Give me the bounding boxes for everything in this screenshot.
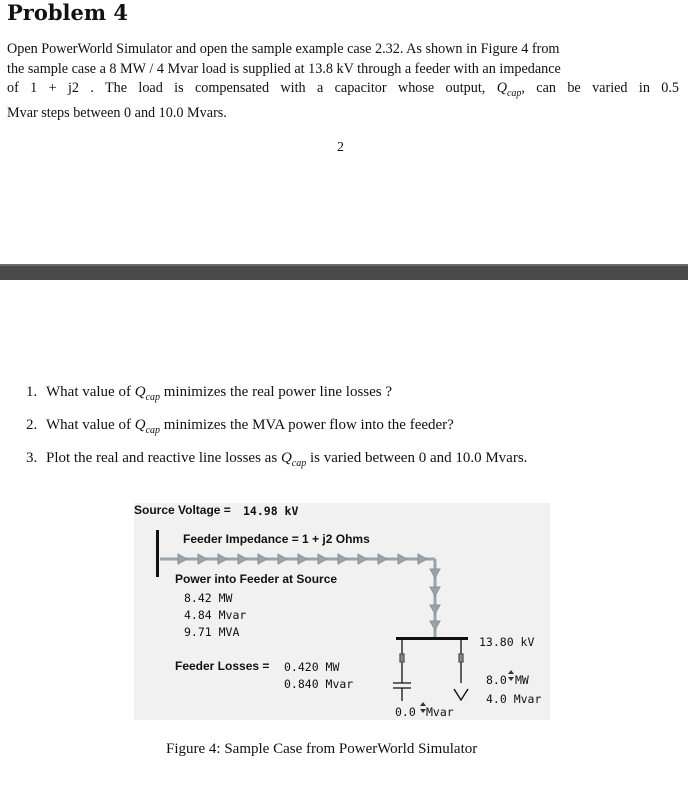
question-item: [26, 417, 527, 450]
qcap-letter: Q: [134, 417, 146, 433]
power-mw-value: 8.42 MW: [184, 591, 233, 605]
question-text: minimizes the real power line losses ?: [160, 384, 393, 400]
load-mw-unit: MW: [515, 673, 529, 687]
feeder-losses-label: Feeder Losses =: [175, 659, 270, 673]
load-mvar-value: 4.0 Mvar: [486, 692, 542, 706]
question-text: minimizes the MVA power flow into the feeder?: [160, 417, 454, 433]
power-into-feeder-label: Power into Feeder at Source: [175, 572, 338, 586]
feeder-impedance-label: Feeder Impedance = 1 + j2 Ohms: [183, 532, 370, 546]
source-voltage-label: Source Voltage =: [134, 503, 231, 517]
qcap-symbol: Q: [496, 80, 507, 97]
paragraph-line: of 1 + j2 . The load is compensated with a capacitor whose output, $Q_{cap}$, can be varied in 0.5: [7, 80, 679, 100]
power-mvar-value: 4.84 Mvar: [184, 608, 247, 622]
load-mw-value[interactable]: 8.0: [486, 673, 507, 687]
question-text: What value of: [46, 384, 135, 400]
question-text: is varied between 0 and 10.0 Mvars.: [306, 450, 528, 466]
qcap-subscript: cap: [291, 458, 307, 469]
paragraph-line-tail: , can be varied in 0.5: [521, 80, 679, 97]
power-mva-value: 9.71 MVA: [184, 625, 240, 639]
page-divider: [0, 266, 688, 280]
problem-paragraph: [7, 40, 679, 123]
source-voltage-value: 14.98 kV: [243, 504, 299, 518]
load-bus-bar: [396, 637, 468, 640]
qcap-letter: Q: [280, 450, 292, 466]
capacitor-symbol: [393, 640, 411, 701]
question-item: [26, 450, 527, 483]
paragraph-line: Open PowerWorld Simulator and open the sample example case 2.32. As shown in Figure 4 from: [7, 41, 560, 57]
qcap-subscript: cap: [145, 425, 161, 436]
cap-mvar-unit: Mvar: [426, 705, 454, 719]
source-bus-bar: [156, 530, 159, 577]
question-number: 3.: [26, 450, 38, 466]
problem-title: Problem 4: [7, 0, 129, 25]
question-text: What value of: [46, 417, 135, 433]
paragraph-line: Mvar steps between 0 and 10.0 Mvars.: [7, 104, 227, 121]
paragraph-line: the sample case a 8 MW / 4 Mvar load is supplied at 13.8 kV through a feeder with an impedance: [7, 60, 561, 77]
page-number: 2: [337, 140, 344, 155]
bus-voltage-value: 13.80 kV: [479, 635, 535, 649]
question-number: 1.: [26, 384, 38, 400]
qcap-subscript: cap: [506, 88, 522, 100]
qcap-subscript: cap: [145, 392, 161, 403]
question-list: [26, 384, 527, 483]
cap-mvar-value[interactable]: 0.0: [395, 705, 416, 719]
feeder-flow-arrows-horizontal: [160, 554, 435, 564]
load-mw-spinner-icon: [508, 670, 514, 681]
losses-mw-value: 0.420 MW: [284, 660, 340, 674]
question-number: 2.: [26, 417, 38, 433]
qcap-symbol: [280, 450, 307, 469]
question-text: Plot the real and reactive line losses as: [46, 450, 281, 466]
qcap-symbol: [134, 417, 161, 436]
qcap-letter: Q: [134, 384, 146, 400]
losses-mvar-value: 0.840 Mvar: [284, 677, 354, 691]
powerworld-figure: [134, 503, 550, 720]
qcap-symbol: [134, 384, 161, 403]
figure-caption: Figure 4: Sample Case from PowerWorld Simulator: [166, 741, 478, 757]
load-symbol: [454, 640, 468, 700]
feeder-flow-arrows-vertical: [430, 559, 440, 637]
question-item: [26, 384, 527, 417]
